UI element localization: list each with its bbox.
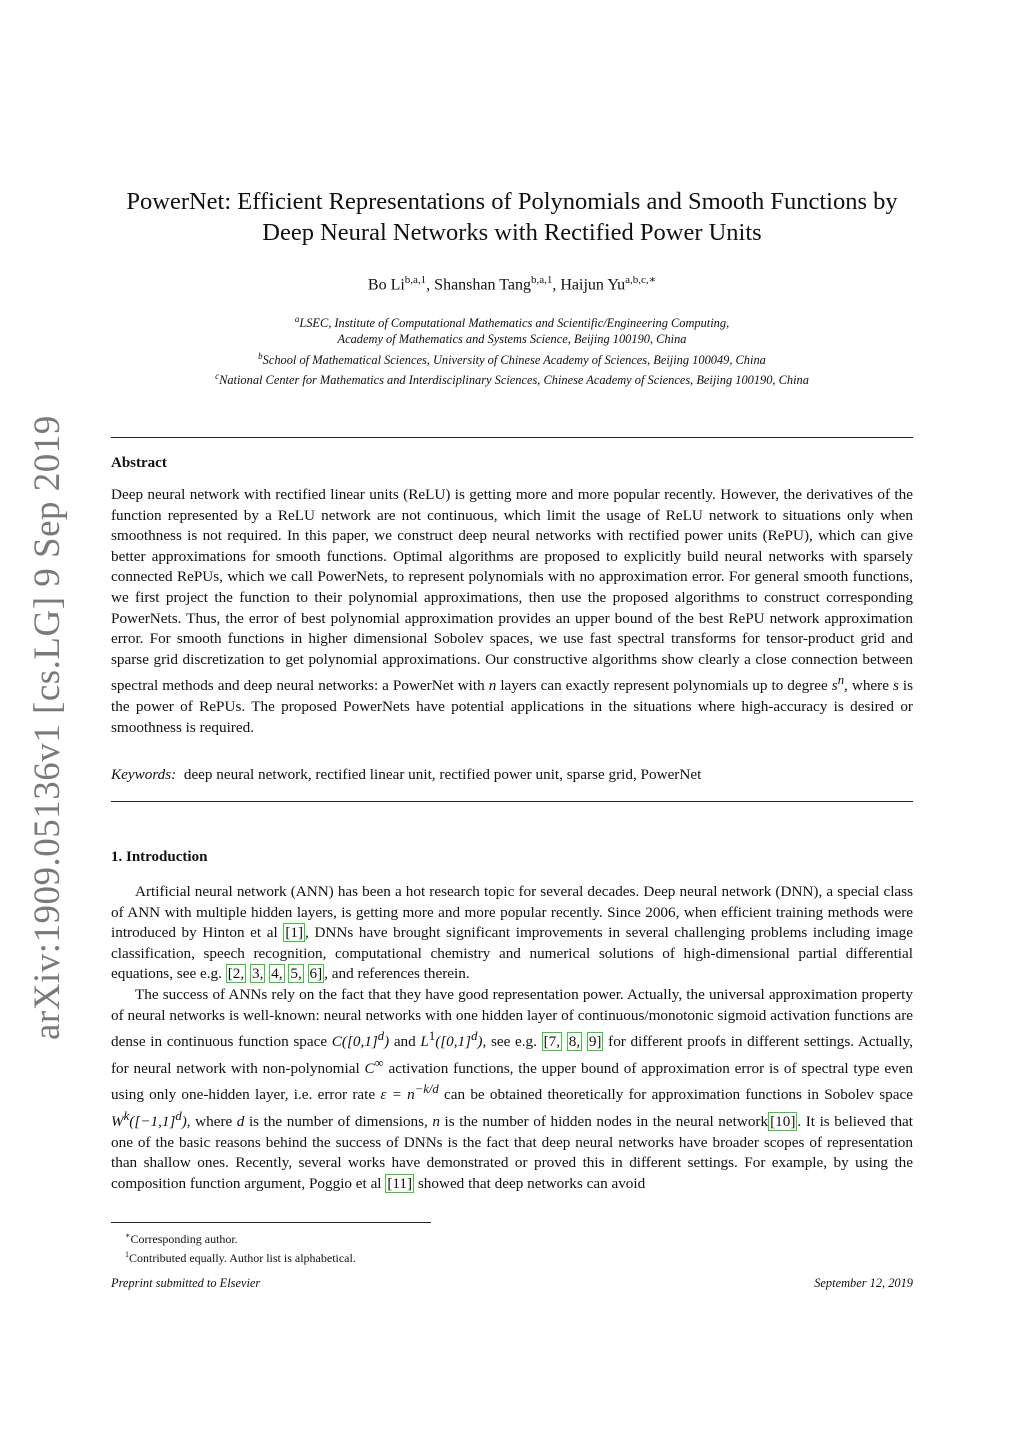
- keywords: [111, 765, 913, 785]
- author-affiliation-mark: b,a,1: [404, 274, 427, 286]
- title-line-1: PowerNet: Efficient Representations of Polynomials and Smooth Functions by: [126, 188, 898, 215]
- footnote: $^1$Contributed equally. Author list is alphabetical.: [125, 1250, 356, 1265]
- citation-link[interactable]: 6]: [309, 965, 323, 983]
- citation-link[interactable]: 3,: [251, 965, 264, 983]
- author-name: Bo Li: [367, 276, 405, 294]
- author-name: Haijun Yu: [560, 276, 626, 294]
- abstract-heading: Abstract: [111, 455, 167, 471]
- footnote: ∗Corresponding author.: [125, 1231, 238, 1246]
- author-affiliation-mark: b,a,1: [530, 274, 553, 286]
- abstract-top-rule: [111, 437, 913, 438]
- arxiv-identifier[interactable]: arXiv:1909.05136v1 [cs.LG] 9 Sep 2019: [27, 415, 68, 1040]
- citation-link[interactable]: [1]: [285, 924, 304, 942]
- author-list: Bo Li$^{b,a,1}$, Shanshan Tang$^{b,a,1}$, Haijun $Yu^{a,b,c,∗}$: [367, 274, 657, 294]
- paragraph: Artificial neural network (ANN) has been a hot research topic for several decades. Deep neural network (DNN), a special class of ANN with multiple hidden layers, is getting more and more popular recently. Since 2006, when efficient training methods were introduced by Hinton et al [1] , DNNs have brought significant improvements in several challenging problems including image classification, speech recognition, computational chemistry and numerical solutions of high-dimensional partial differential equations, see e.g. [2, 3, 4, 5, 6] , and references therein.: [111, 883, 913, 983]
- arxiv-sidebar: [26, 415, 68, 1041]
- citation-link[interactable]: 5,: [290, 965, 302, 983]
- footnote-rule: [111, 1222, 431, 1223]
- paper-title: [100, 186, 924, 248]
- footer-preprint-note: Preprint submitted to Elsevier: [111, 1276, 261, 1290]
- paragraph: The success of ANNs rely on the fact that they have good representation power. Actually, the universal approximation property of neural networks is well-known: neural networks with one hidden layer of continuous/monotonic sigmoid activation functions are dense in continuous function space $C([0,1]^d)$ and $L^1([0,1]^d)$, see e.g. [7, 8, 9] for different proofs in different settings. Actually, for neural network with non-polynomial C∞ activation functions, the upper bound of approximation error is of spectral type even using only one-hidden layer, i.e. error rate $\varepsilon = n^{-k/d}$ can be obtained theoretically for approximation functions in Sobolev space $W^k([-1,1]^d)$, where d is the number of dimensions, n is the number of hidden nodes in the neural network [10] . It is believed that one of the basic reasons behind the success of DNNs is the fact that deep neural networks have broader scopes of representation than shallow ones. Recently, several works have demonstrated or proved this in different settings. For example, by using the composition function argument, Poggio et al [11] showed that deep networks can avoid: [111, 985, 914, 1192]
- abstract-text: Deep neural network with rectified linear units (ReLU) is getting more and more popular recently. However, the derivatives of the function represented by a ReLU network are not continuous, which limit the usage of ReLU network to situations only when smoothness is not required. In this paper, we construct deep neural networks with rectified power units (RePU), which can give better approximations for smooth functions. Optimal algorithms are proposed to explicitly build neural networks with sparsely connected RePUs, which we call PowerNets, to represent polynomials with no approximation error. For general smooth functions, we first project the function to their polynomial approximations, then use the proposed algorithms to construct corresponding PowerNets. Thus, the error of best polynomial approximation provides an upper bound of the best RePU network approximation error. For smooth functions in higher dimensional Sobolev spaces, we use fast spectral transforms for tensor-product grid and sparse grid discretization to get polynomial approximations. Our constructive algorithms show clearly a close connection between spectral methods and deep neural networks: a PowerNet with n layers can exactly represent polynomials up to degree $s^n$, where s is the power of RePUs. The proposed PowerNets have potential applications in the situations where high-accuracy is desired or smoothness is required.: [111, 486, 914, 736]
- keywords-text: deep neural network, rectified linear unit, rectified power unit, sparse grid, PowerNet: [183, 766, 702, 783]
- citation-link[interactable]: [10]: [770, 1113, 796, 1131]
- citation-link[interactable]: [2,: [227, 965, 245, 983]
- introduction-body: [111, 882, 913, 1195]
- citation-link[interactable]: [7,: [543, 1033, 561, 1051]
- author-name: Shanshan Tang: [434, 276, 531, 294]
- citation-link[interactable]: [11]: [387, 1174, 413, 1192]
- keywords-label: Keywords:: [111, 766, 177, 783]
- footer-date: September 12, 2019: [814, 1276, 913, 1290]
- author-affiliation-mark: a,b,c,∗: [625, 274, 657, 286]
- section-heading-introduction: 1. Introduction: [111, 849, 208, 865]
- citation-link[interactable]: 8,: [568, 1033, 581, 1051]
- title-line-2: Deep Neural Networks with Rectified Power Units: [262, 219, 762, 246]
- footnotes: [111, 1228, 356, 1266]
- affiliation-line: Academy of Mathematics and Systems Science, Beijing 100190, China: [337, 332, 687, 347]
- affiliation-line: $^c$National Center for Mathematics and Interdisciplinary Sciences, Chinese Academy of Sciences, Beijing 100190, China: [215, 371, 809, 388]
- affiliation-line: $^b$School of Mathematical Sciences, University of Chinese Academy of Sciences, Beijing 100049, China: [258, 350, 766, 367]
- abstract-bottom-rule: [111, 801, 913, 802]
- citation-link[interactable]: 9]: [588, 1033, 602, 1051]
- citation-link[interactable]: 4,: [271, 965, 283, 983]
- affiliations: [100, 311, 924, 389]
- affiliation-line: $^a$LSEC, Institute of Computational Mathematics and Scientific/Engineering Computing,: [294, 314, 730, 331]
